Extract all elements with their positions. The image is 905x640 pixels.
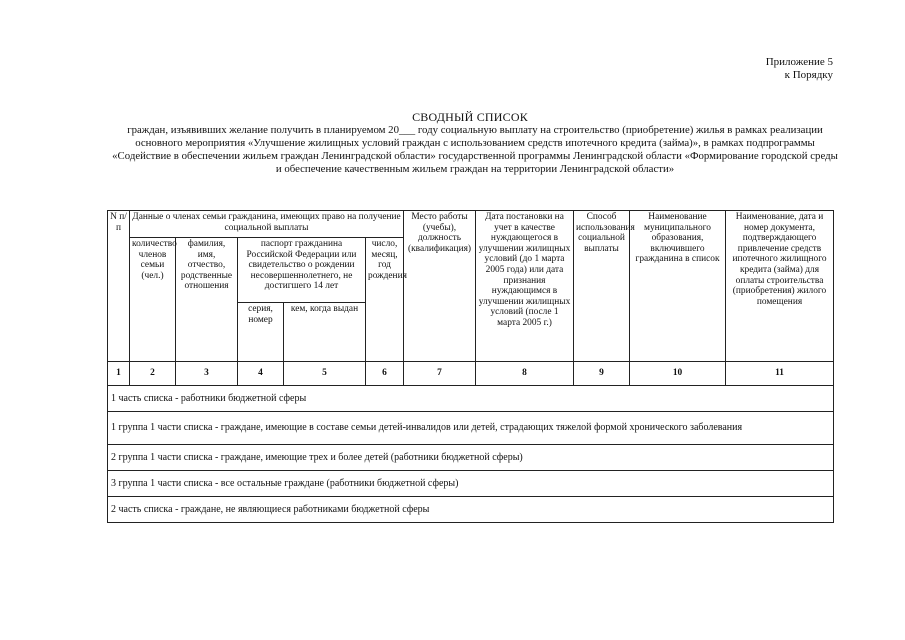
column-number: 11 (726, 362, 834, 386)
column-number: 3 (176, 362, 238, 386)
document-title: СВОДНЫЙ СПИСОК (412, 110, 528, 124)
section-label: 1 группа 1 части списка - граждане, имеющие в составе семьи детей-инвалидов или детей, страдающих тяжелой формой хронического заболевания (108, 412, 834, 445)
header-payment-method: Способ использования социальной выплаты (574, 211, 630, 362)
section-label: 2 часть списка - граждане, не являющиеся работниками бюджетной сферы (108, 497, 834, 523)
header-series-number: серия, номер (238, 303, 284, 362)
section-row (108, 412, 834, 445)
header-registration-date: Дата постановки на учет в качестве нуждающегося в улучшении жилищных условий (до 1 марта 2005 года) или дата признания нуждающимся в улучшении жилищных условий (после 1 марта 2005 г.) (476, 211, 574, 362)
appendix-reference (766, 56, 833, 82)
header-family-data: Данные о членах семьи гражданина, имеющих право на получение социальной выплаты (130, 211, 404, 238)
column-number: 10 (630, 362, 726, 386)
document-subtitle: граждан, изъявивших желание получить в планируемом 20___ году социальную выплату на строительство (приобретение) жилья в рамках реализации основного мероприятия «Улучшение жилищных условий граждан с использованием средств ипотечного кредита (займа)», в рамках подпрограммы «Содействие в обеспечении жильем граждан Ленинградской области» государственной программы Ленинградской области «Формирование городской среды и обеспечение качественным жильем граждан на территории Ленинградской области» (112, 124, 838, 175)
section-label: 1 часть списка - работники бюджетной сферы (108, 386, 834, 412)
header-members-count: количество членов семьи (чел.) (130, 238, 176, 362)
column-number: 4 (238, 362, 284, 386)
appendix-line-1: Приложение 5 (765, 56, 833, 68)
column-number: 6 (366, 362, 404, 386)
summary-table (107, 210, 834, 523)
header-workplace: Место работы (учебы), должность (квалификация) (404, 211, 476, 362)
header-full-name: фамилия, имя, отчество, родственные отношения (176, 238, 238, 362)
header-municipality: Наименование муниципального образования, включившего гражданина в список (630, 211, 726, 362)
header-birth-date: число, месяц, год рождения (366, 238, 404, 362)
header-num: N п/п (108, 211, 130, 362)
section-row (108, 497, 834, 523)
header-credit-document: Наименование, дата и номер документа, подтверждающего привлечение средств ипотечного жилищного кредита (займа) для оплаты строительства (приобретения) жилого помещения (726, 211, 834, 362)
section-label: 3 группа 1 части списка - все остальные граждане (работники бюджетной сферы) (108, 471, 834, 497)
column-number: 8 (476, 362, 574, 386)
header-passport: паспорт гражданина Российской Федерации или свидетельство о рождении несовершеннолетнего, не достигшего 14 лет (238, 238, 366, 303)
column-number-row (108, 362, 834, 386)
section-row (108, 471, 834, 497)
column-number: 5 (284, 362, 366, 386)
header-issued-by: кем, когда выдан (284, 303, 366, 362)
section-row (108, 386, 834, 412)
section-label: 2 группа 1 части списка - граждане, имеющие трех и более детей (работники бюджетной сферы) (108, 445, 834, 471)
column-number: 9 (574, 362, 630, 386)
column-number: 2 (130, 362, 176, 386)
section-row (108, 445, 834, 471)
column-number: 1 (108, 362, 130, 386)
column-number: 7 (404, 362, 476, 386)
appendix-line-2: к Порядку (784, 69, 833, 81)
